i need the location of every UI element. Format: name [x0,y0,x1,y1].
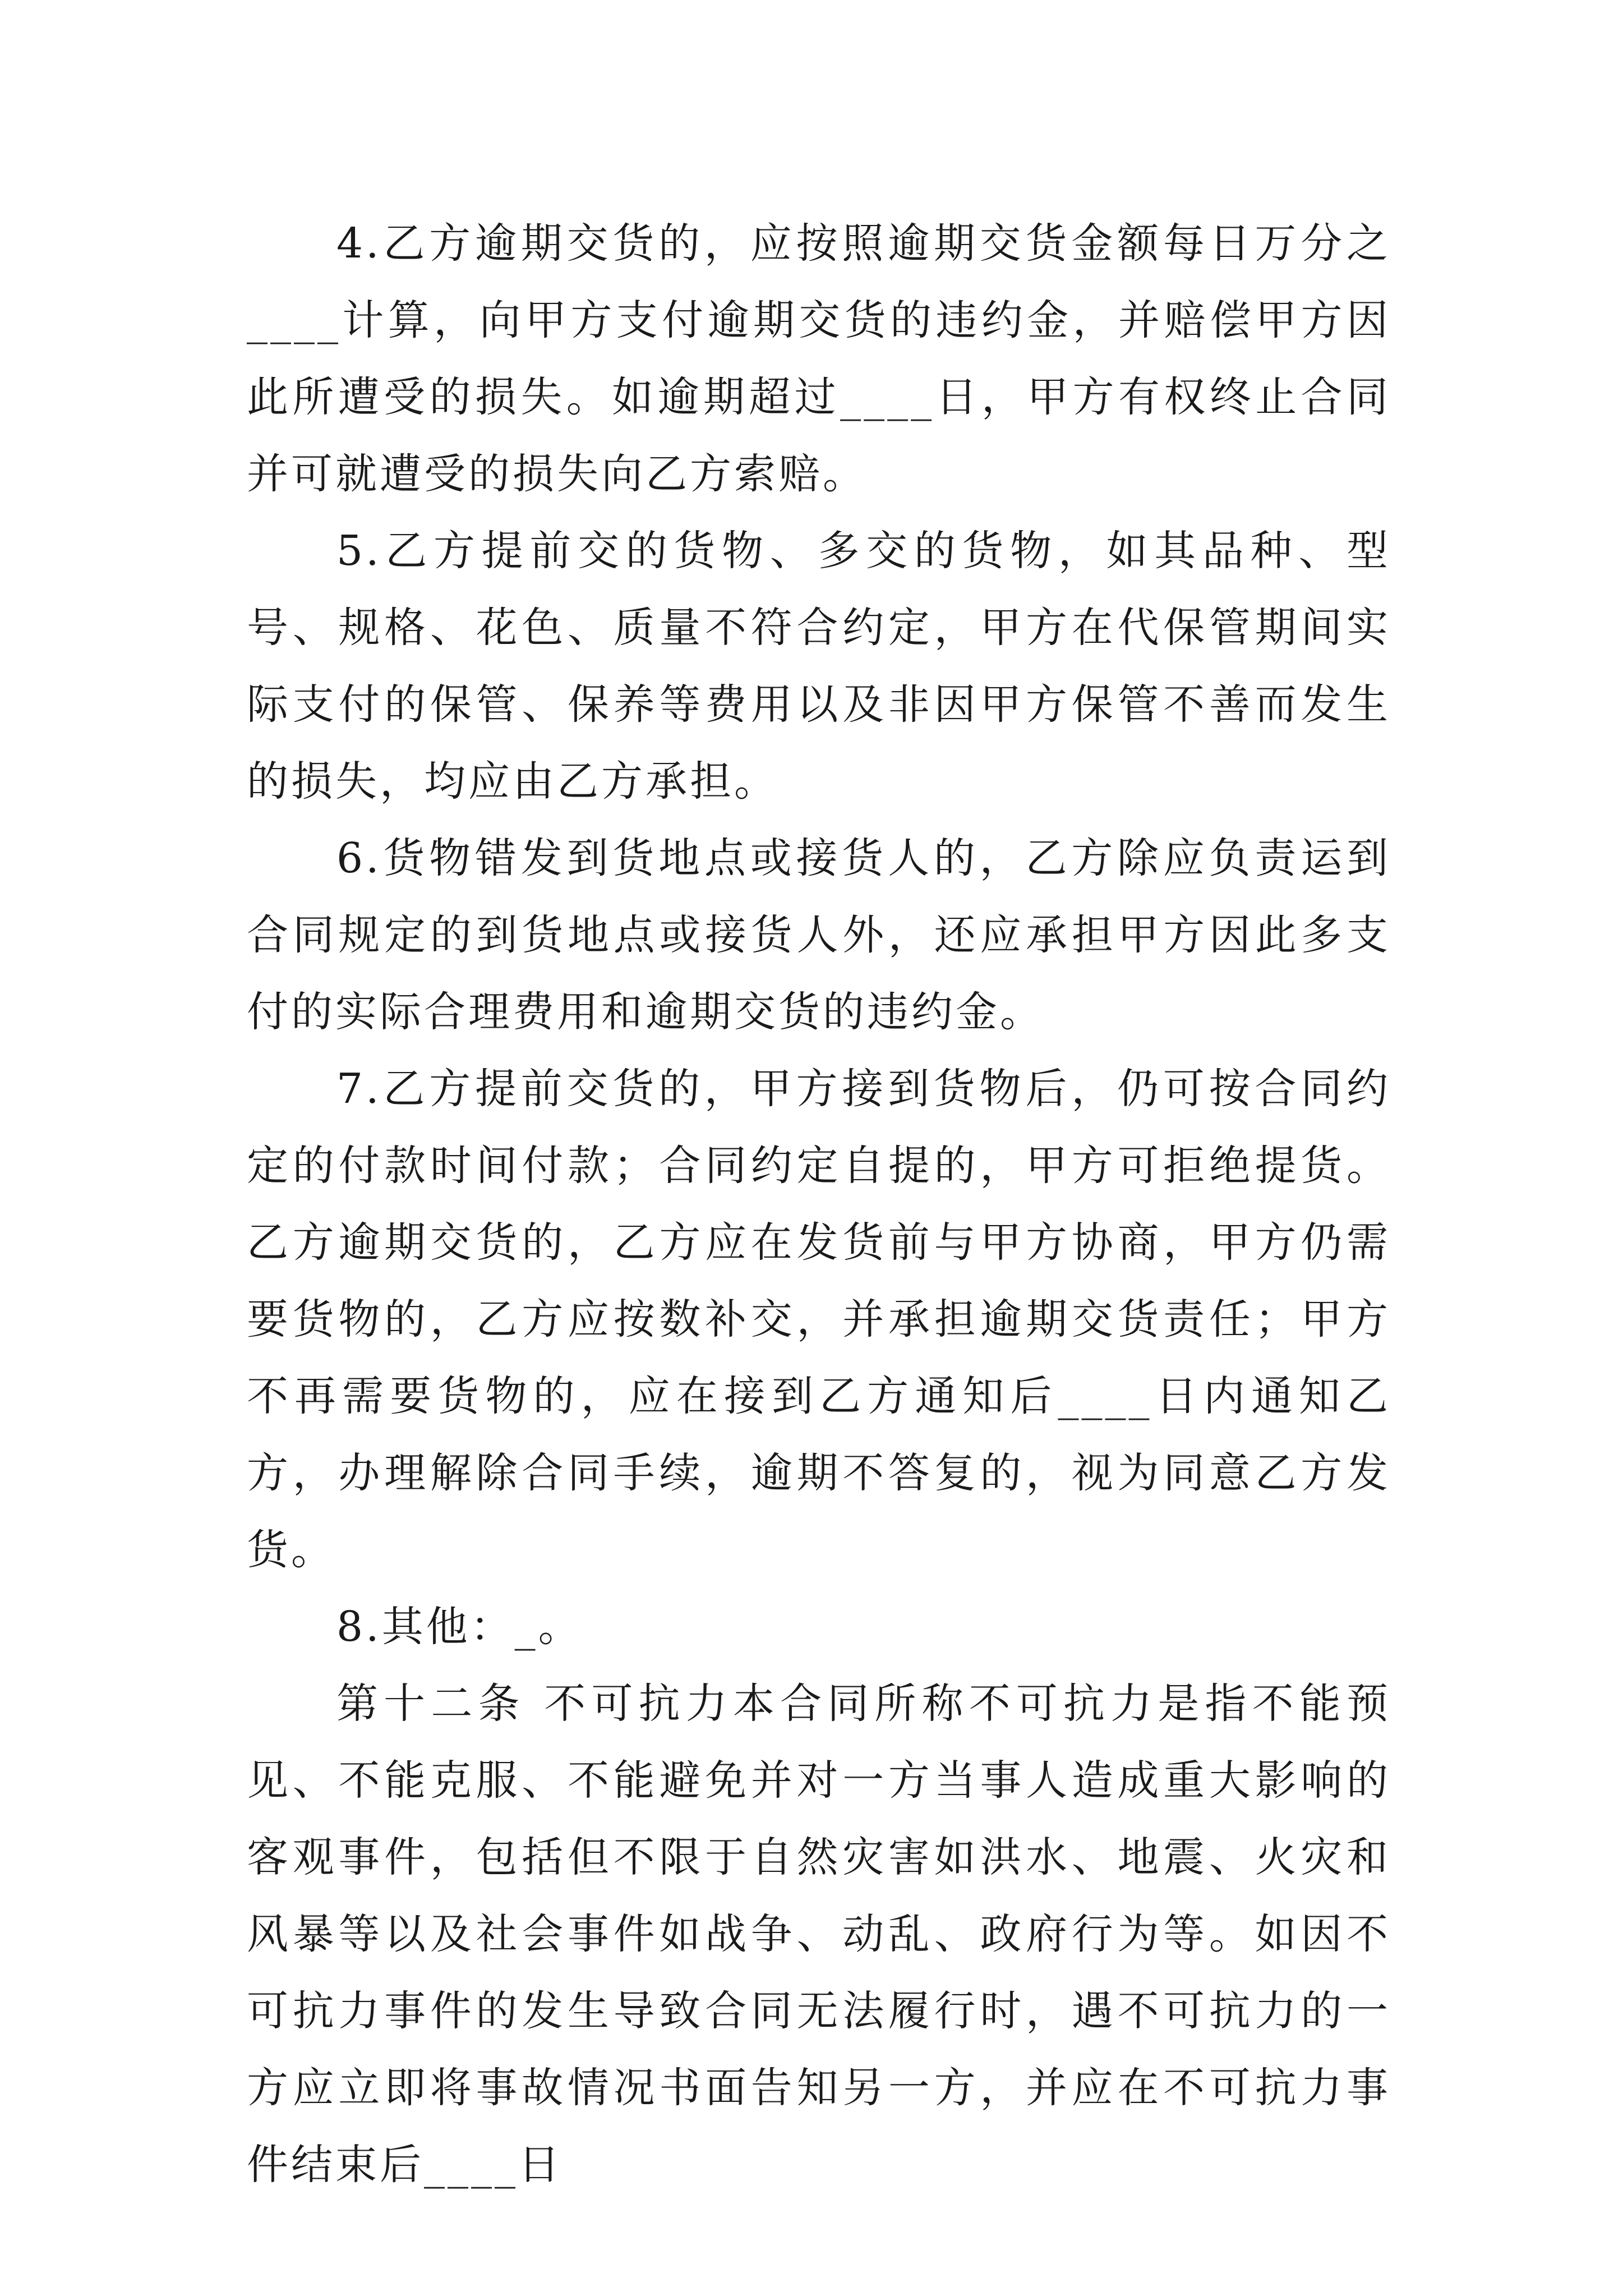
clause-7-delivery-timing: 7.乙方提前交货的，甲方接到货物后，仍可按合同约定的付款时间付款；合同约定自提的，甲方可拒绝提货。乙方逾期交货的，乙方应在发货前与甲方协商，甲方仍需要货物的，乙方应按数补交，并承担逾期交货责任；甲方不再需要货物的，应在接到乙方通知后____日内通知乙方，办理解除合同手续，逾期不答复的，视为同意乙方发货。 [247,1065,1391,1574]
clause-6-misdelivery: 6.货物错发到货地点或接货人的，乙方除应负责运到合同规定的到货地点或接货人外，还应承担甲方因此多支付的实际合理费用和逾期交货的违约金。 [247,834,1391,1036]
clause-4-late-delivery: 4.乙方逾期交货的，应按照逾期交货金额每日万分之____计算，向甲方支付逾期交货的违约金，并赔偿甲方因此所遭受的损失。如逾期超过____日，甲方有权终止合同并可就遭受的损失向乙方索赔。 [247,219,1391,498]
article-12-force-majeure: 第十二条 不可抗力本合同所称不可抗力是指不能预见、不能克服、不能避免并对一方当事人造成重大影响的客观事件，包括但不限于自然灾害如洪水、地震、火灾和风暴等以及社会事件如战争、动乱、政府行为等。如因不可抗力事件的发生导致合同无法履行时，遇不可抗力的一方应立即将事故情况书面告知另一方，并应在不可抗力事件结束后____日 [247,1680,1391,2189]
clause-8-other: 8.其他：_。 [336,1603,583,1651]
clause-5-early-excess-delivery: 5.乙方提前交的货物、多交的货物，如其品种、型号、规格、花色、质量不符合约定，甲方在代保管期间实际支付的保管、保养等费用以及非因甲方保管不善而发生的损失，均应由乙方承担。 [247,527,1391,806]
document-body [247,205,1391,2203]
